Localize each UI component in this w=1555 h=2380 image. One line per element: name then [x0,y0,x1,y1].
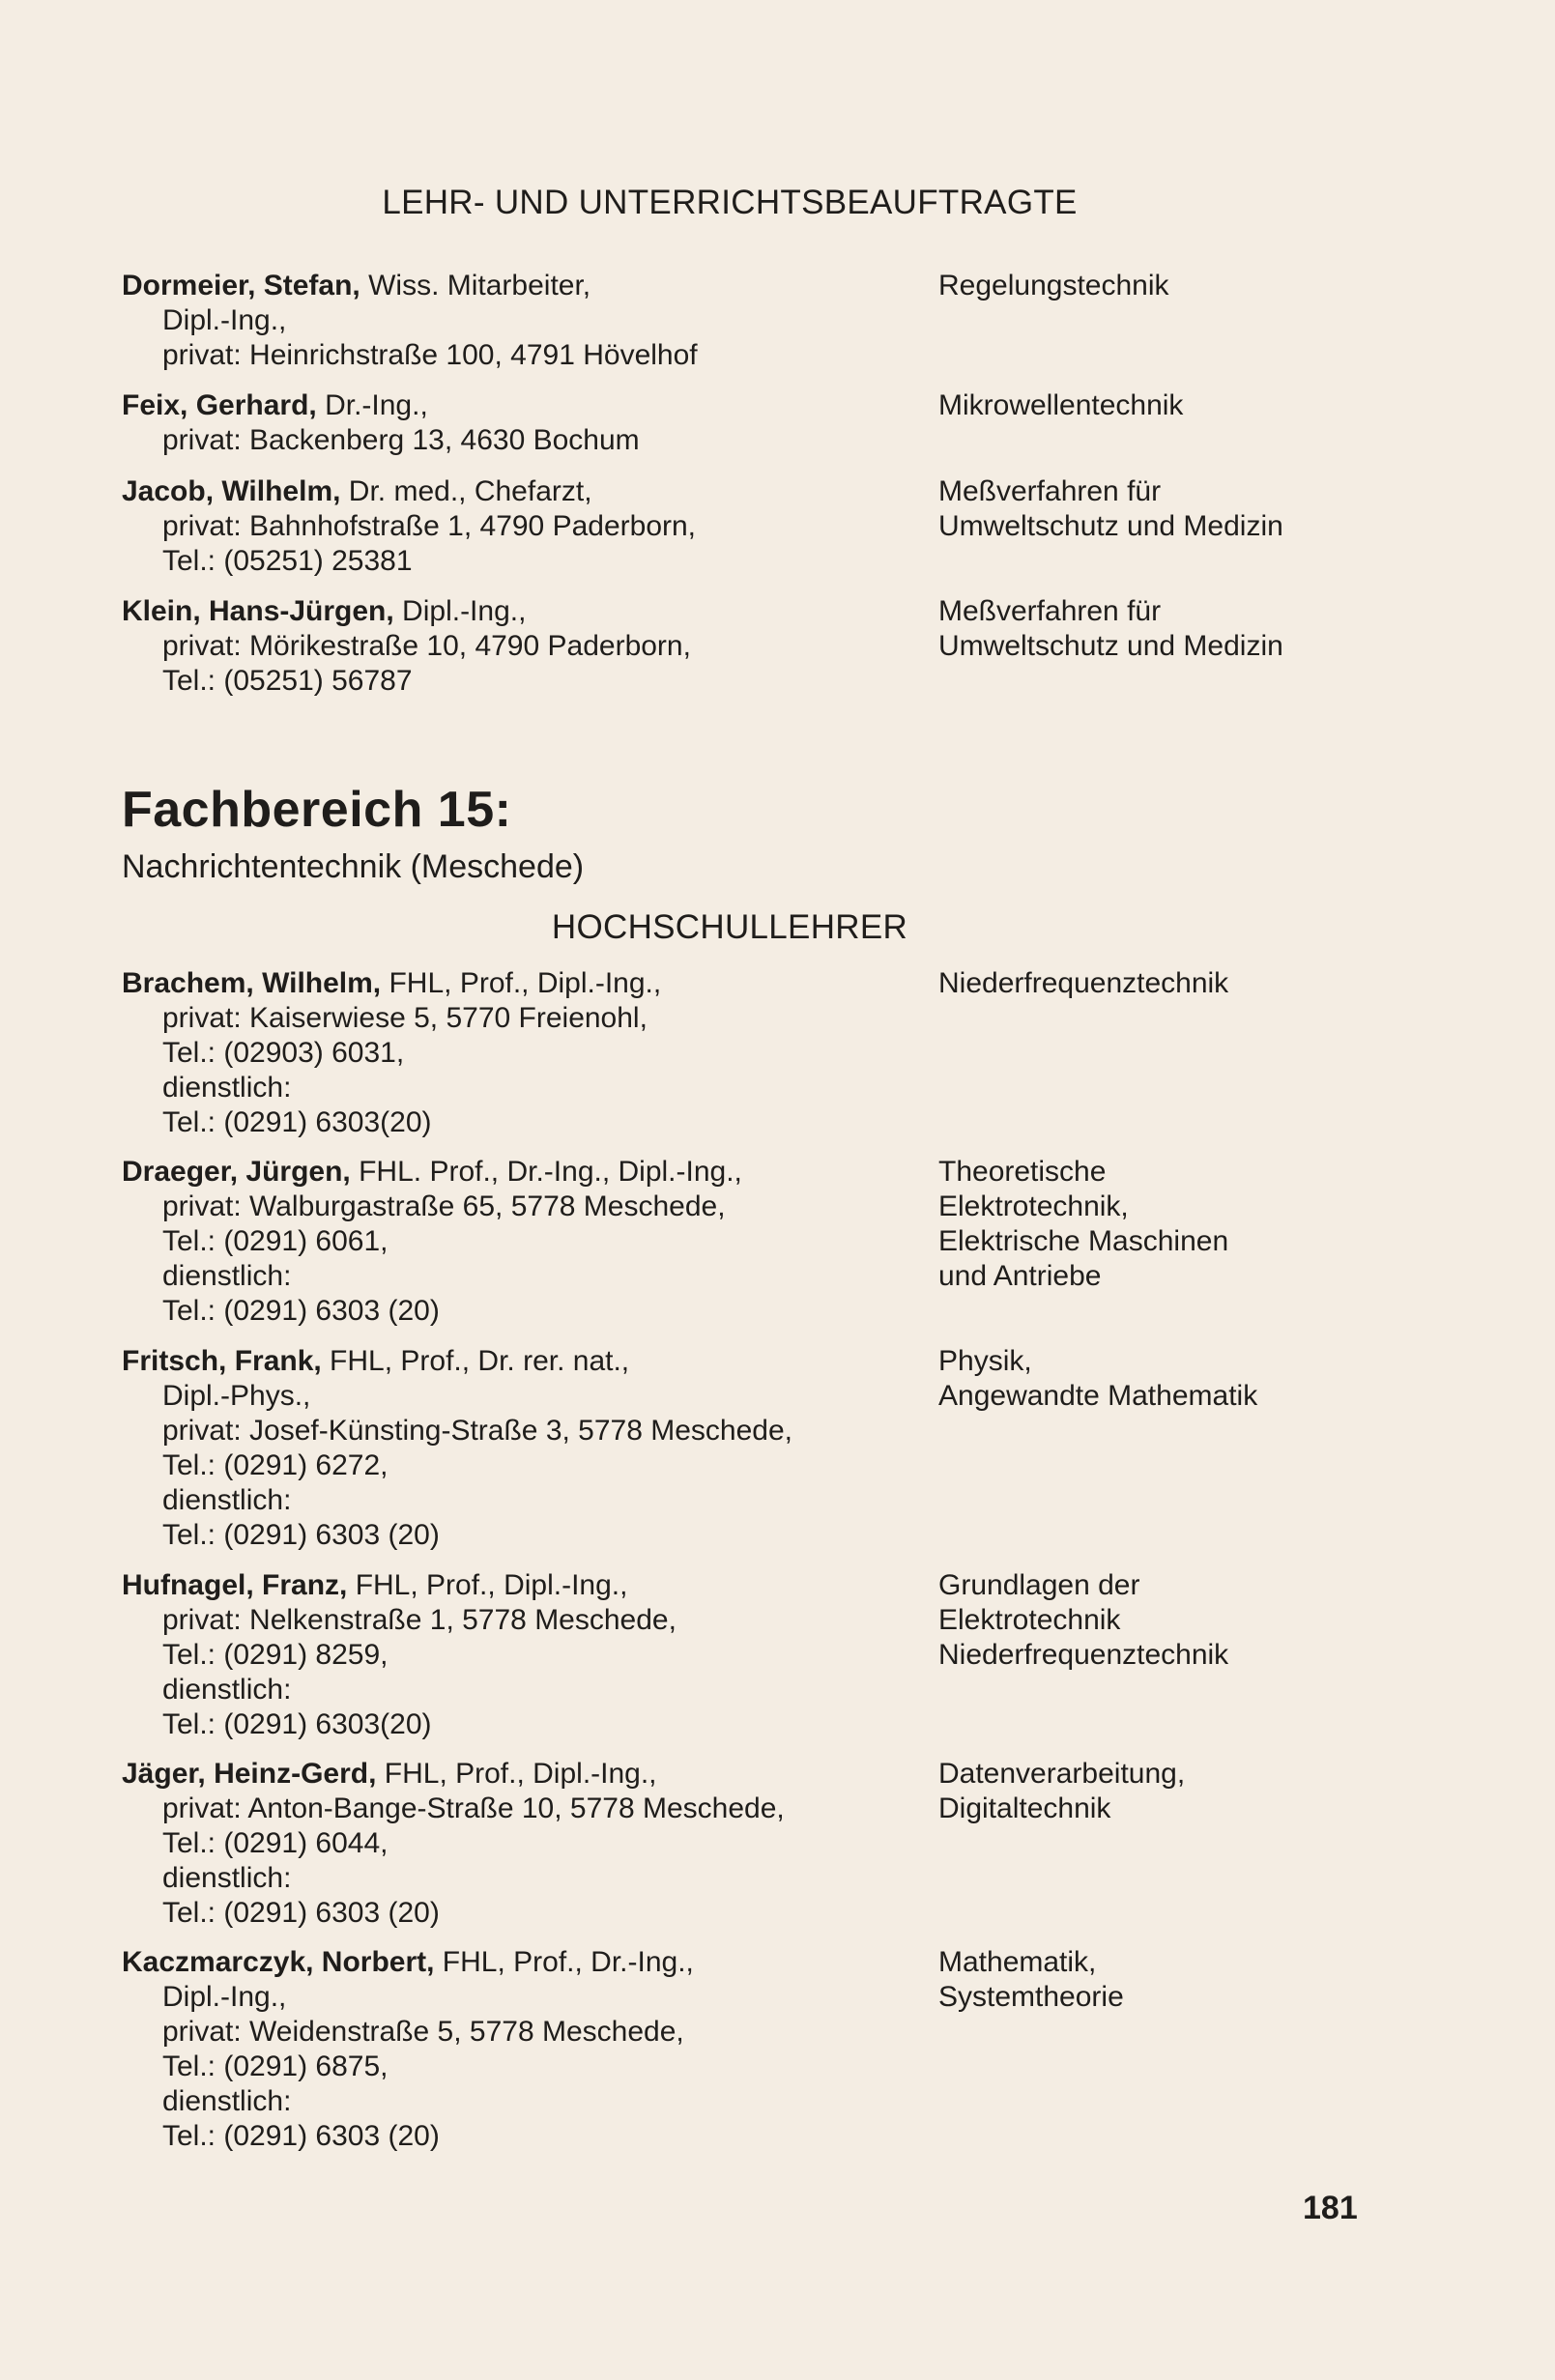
detail-line: Tel.: (05251) 56787 [162,665,413,697]
detail-line: Tel.: (0291) 6303 (20) [162,1519,440,1551]
entry-subjects [938,1568,1480,1673]
detail-line: dienstlich: [162,1072,292,1104]
person-title: Wiss. Mitarbeiter, [360,270,591,301]
detail-line: privat: Nelkenstraße 1, 5778 Meschede, [162,1604,677,1636]
detail-line: privat: Bahnhofstraße 1, 4790 Paderborn, [162,510,697,542]
detail-line: Tel.: (0291) 8259, [162,1639,389,1671]
subject-line: Digitaltechnik [938,1792,1111,1824]
detail-line: Tel.: (0291) 6061, [162,1225,389,1257]
detail-line: Dipl.-Ing., [162,304,287,336]
person-name: Draeger, Jürgen, [122,1156,351,1188]
entry-subjects [938,1757,1480,1826]
detail-line: Tel.: (0291) 6272, [162,1449,389,1481]
person-title: FHL, Prof., Dipl.-Ing., [381,967,662,999]
subject-line: Angewandte Mathematik [938,1380,1258,1412]
entry-details [122,269,914,373]
detail-line: privat: Walburgastraße 65, 5778 Meschede, [162,1190,726,1222]
entry-subjects [938,966,1480,1001]
entry-details [122,474,914,579]
entry-subjects [938,388,1480,423]
section-heading-hochschullehrer: HOCHSCHULLEHRER [551,908,908,946]
fachbereich-subtitle: Nachrichtentechnik (Meschede) [122,848,585,885]
subject-line: Physik, [938,1345,1032,1377]
entry-details [122,1568,914,1742]
subject-line: Datenverarbeitung, [938,1758,1186,1790]
entry-subjects [938,1344,1480,1414]
subject-line: Regelungstechnik [938,270,1169,301]
subject-line: Elektrotechnik [938,1604,1121,1636]
person-title: FHL. Prof., Dr.-Ing., Dipl.-Ing., [350,1156,742,1188]
detail-line: Tel.: (0291) 6303 (20) [162,1295,440,1327]
entry-details [122,1155,914,1329]
subject-line: Umweltschutz und Medizin [938,510,1283,542]
entry-details [122,594,914,699]
detail-line: Dipl.-Ing., [162,1981,287,2013]
detail-line: Tel.: (0291) 6303(20) [162,1708,432,1740]
subject-line: Mikrowellentechnik [938,389,1184,421]
subject-line: Niederfrequenztechnik [938,967,1229,999]
detail-line: privat: Weidenstraße 5, 5778 Meschede, [162,2016,684,2048]
detail-line: privat: Anton-Bange-Straße 10, 5778 Meschede, [162,1792,785,1824]
detail-line: privat: Mörikestraße 10, 4790 Paderborn, [162,630,691,662]
person-name: Fritsch, Frank, [122,1345,322,1377]
person-name: Hufnagel, Franz, [122,1569,348,1601]
detail-line: Tel.: (05251) 25381 [162,545,413,577]
detail-line: Tel.: (02903) 6031, [162,1037,405,1069]
detail-line: Tel.: (0291) 6303 (20) [162,2120,440,2152]
detail-line: dienstlich: [162,1862,292,1894]
entry-subjects [938,1155,1480,1294]
detail-line: Tel.: (0291) 6303(20) [162,1106,432,1138]
entry-details [122,966,914,1140]
person-name: Jäger, Heinz-Gerd, [122,1758,377,1790]
person-name: Brachem, Wilhelm, [122,967,382,999]
person-name: Dormeier, Stefan, [122,270,360,301]
person-title: Dr. med., Chefarzt, [340,475,592,507]
entry-details [122,1945,914,2154]
entry-details [122,1344,914,1553]
subject-line: Elektrotechnik, [938,1190,1129,1222]
subject-line: Meßverfahren für [938,475,1162,507]
detail-line: privat: Heinrichstraße 100, 4791 Hövelhof [162,339,698,371]
subject-line: Umweltschutz und Medizin [938,630,1283,662]
entry-subjects [938,269,1480,303]
detail-line: Tel.: (0291) 6875, [162,2050,389,2082]
detail-line: dienstlich: [162,1484,292,1516]
detail-line: Dipl.-Phys., [162,1380,311,1412]
person-title: Dr.-Ing., [316,389,428,421]
person-title: FHL, Prof., Dr. rer. nat., [321,1345,630,1377]
detail-line: Tel.: (0291) 6044, [162,1827,389,1859]
person-name: Jacob, Wilhelm, [122,475,341,507]
detail-line: dienstlich: [162,2085,292,2117]
person-name: Feix, Gerhard, [122,389,317,421]
subject-line: Niederfrequenztechnik [938,1639,1229,1671]
fachbereich-title: Fachbereich 15: [122,782,512,838]
detail-line: privat: Kaiserwiese 5, 5770 Freienohl, [162,1002,648,1034]
detail-line: privat: Backenberg 13, 4630 Bochum [162,424,640,456]
subject-line: Systemtheorie [938,1981,1124,2013]
section-heading-lehrbeauftragte: LEHR- UND UNTERRICHTSBEAUFTRAGTE [382,184,1078,221]
detail-line: Tel.: (0291) 6303 (20) [162,1897,440,1929]
entry-subjects [938,474,1480,544]
detail-line: dienstlich: [162,1674,292,1706]
subject-line: und Antriebe [938,1260,1102,1292]
person-title: FHL, Prof., Dipl.-Ing., [376,1758,657,1790]
entry-subjects [938,594,1480,664]
person-title: Dipl.-Ing., [393,595,527,627]
subject-line: Meßverfahren für [938,595,1162,627]
detail-line: privat: Josef-Künsting-Straße 3, 5778 Meschede, [162,1415,793,1447]
subject-line: Theoretische [938,1156,1107,1188]
entry-details [122,388,914,458]
entry-subjects [938,1945,1480,2015]
person-name: Kaczmarczyk, Norbert, [122,1946,435,1978]
page-number: 181 [1303,2190,1358,2226]
subject-line: Grundlagen der [938,1569,1140,1601]
entry-details [122,1757,914,1931]
person-name: Klein, Hans-Jürgen, [122,595,394,627]
person-title: FHL, Prof., Dr.-Ing., [434,1946,694,1978]
subject-line: Elektrische Maschinen [938,1225,1229,1257]
person-title: FHL, Prof., Dipl.-Ing., [347,1569,628,1601]
detail-line: dienstlich: [162,1260,292,1292]
subject-line: Mathematik, [938,1946,1097,1978]
